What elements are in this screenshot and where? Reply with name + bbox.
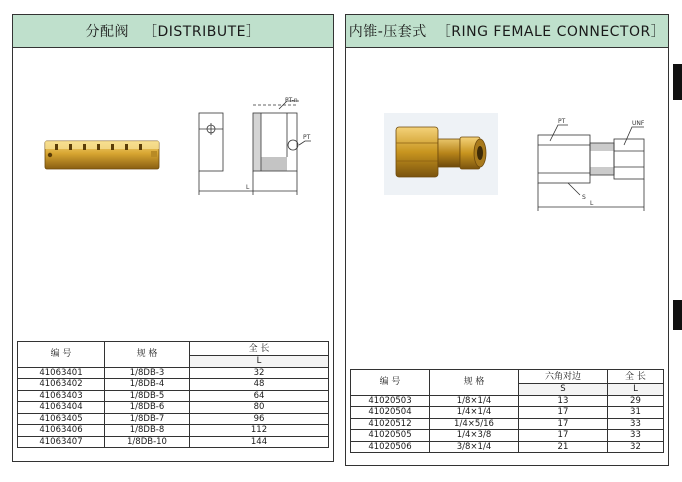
table-cell: 96 bbox=[190, 413, 329, 425]
col-code-header: 编 号 bbox=[351, 370, 430, 396]
connector-drawing bbox=[528, 107, 660, 229]
table-cell: 112 bbox=[190, 425, 329, 437]
col-length-subheader: L bbox=[607, 384, 663, 396]
connector-label-unf: UNF bbox=[632, 120, 645, 127]
table-cell: 1/8DB-7 bbox=[105, 413, 190, 425]
table-cell: 144 bbox=[190, 436, 329, 448]
table-cell: 21 bbox=[519, 441, 608, 453]
connector-panel bbox=[345, 14, 669, 466]
table-cell: 33 bbox=[607, 430, 663, 442]
table-cell: 80 bbox=[190, 402, 329, 414]
table-cell: 41063401 bbox=[18, 367, 105, 379]
table-cell: 17 bbox=[519, 418, 608, 430]
table-row bbox=[18, 413, 329, 425]
table-cell: 31 bbox=[607, 407, 663, 419]
distribute-product-photo bbox=[41, 111, 163, 207]
table-cell: 32 bbox=[607, 441, 663, 453]
table-row bbox=[18, 425, 329, 437]
table-cell: 41063407 bbox=[18, 436, 105, 448]
table-row bbox=[351, 418, 664, 430]
table-cell: 3/8×1/4 bbox=[430, 441, 519, 453]
table-cell: 41063402 bbox=[18, 379, 105, 391]
table-row bbox=[18, 402, 329, 414]
connector-label-pt: PT bbox=[558, 118, 566, 125]
table-cell: 1/4×5/16 bbox=[430, 418, 519, 430]
table-cell: 1/8DB-10 bbox=[105, 436, 190, 448]
table-cell: 41020506 bbox=[351, 441, 430, 453]
table-cell: 13 bbox=[519, 395, 608, 407]
col-hex-subheader: S bbox=[519, 384, 608, 396]
table-cell: 41020503 bbox=[351, 395, 430, 407]
table-cell: 41020504 bbox=[351, 407, 430, 419]
connector-spec-table bbox=[350, 369, 664, 453]
table-cell: 29 bbox=[607, 395, 663, 407]
col-length-header: 全 长 bbox=[190, 342, 329, 356]
table-cell: 41063404 bbox=[18, 402, 105, 414]
table-row bbox=[18, 367, 329, 379]
connector-panel-header bbox=[346, 15, 668, 48]
connector-label-l: L bbox=[590, 200, 594, 207]
table-cell: 41020512 bbox=[351, 418, 430, 430]
table-cell: 1/8DB-5 bbox=[105, 390, 190, 402]
table-cell: 41063406 bbox=[18, 425, 105, 437]
table-cell: 1/8DB-8 bbox=[105, 425, 190, 437]
col-spec-header: 规 格 bbox=[105, 342, 190, 368]
table-cell: 1/8DB-6 bbox=[105, 402, 190, 414]
table-cell: 1/4×3/8 bbox=[430, 430, 519, 442]
col-length-subheader: L bbox=[190, 356, 329, 368]
table-cell: 33 bbox=[607, 418, 663, 430]
table-row bbox=[351, 407, 664, 419]
table-row bbox=[18, 379, 329, 391]
table-row bbox=[351, 395, 664, 407]
distribute-title-cn: 分配阀 bbox=[85, 24, 130, 40]
table-cell: 41063405 bbox=[18, 413, 105, 425]
distribute-spec-table bbox=[17, 341, 329, 448]
connector-title-cn: 内锥-压套式 bbox=[348, 24, 427, 40]
distribute-panel bbox=[12, 14, 334, 462]
table-row bbox=[18, 390, 329, 402]
table-cell: 1/8DB-4 bbox=[105, 379, 190, 391]
table-cell: 1/8×1/4 bbox=[430, 395, 519, 407]
table-cell: 1/8DB-3 bbox=[105, 367, 190, 379]
table-row bbox=[351, 430, 664, 442]
distribute-label-l: L bbox=[246, 184, 250, 191]
connector-product-photo bbox=[384, 113, 498, 195]
binding-mark bbox=[673, 300, 682, 330]
distribute-title-en: ［DISTRIBUTE］ bbox=[143, 24, 261, 40]
table-cell: 41063403 bbox=[18, 390, 105, 402]
table-cell: 41020505 bbox=[351, 430, 430, 442]
distribute-label-ptn: PT-n bbox=[285, 97, 298, 104]
table-cell: 1/4×1/4 bbox=[430, 407, 519, 419]
table-cell: 17 bbox=[519, 407, 608, 419]
binding-mark bbox=[673, 64, 682, 100]
col-code-header: 编 号 bbox=[18, 342, 105, 368]
connector-label-s: S bbox=[582, 194, 586, 201]
table-cell: 48 bbox=[190, 379, 329, 391]
table-row bbox=[351, 441, 664, 453]
col-length-header: 全 长 bbox=[607, 370, 663, 384]
table-row bbox=[18, 436, 329, 448]
distribute-panel-header bbox=[13, 15, 333, 48]
col-spec-header: 规 格 bbox=[430, 370, 519, 396]
col-hex-header: 六角对边 bbox=[519, 370, 608, 384]
table-cell: 17 bbox=[519, 430, 608, 442]
table-cell: 32 bbox=[190, 367, 329, 379]
distribute-drawing bbox=[191, 95, 316, 217]
distribute-label-pt: PT bbox=[303, 134, 311, 141]
table-cell: 64 bbox=[190, 390, 329, 402]
connector-title-en: ［RING FEMALE CONNECTOR］ bbox=[436, 24, 666, 40]
